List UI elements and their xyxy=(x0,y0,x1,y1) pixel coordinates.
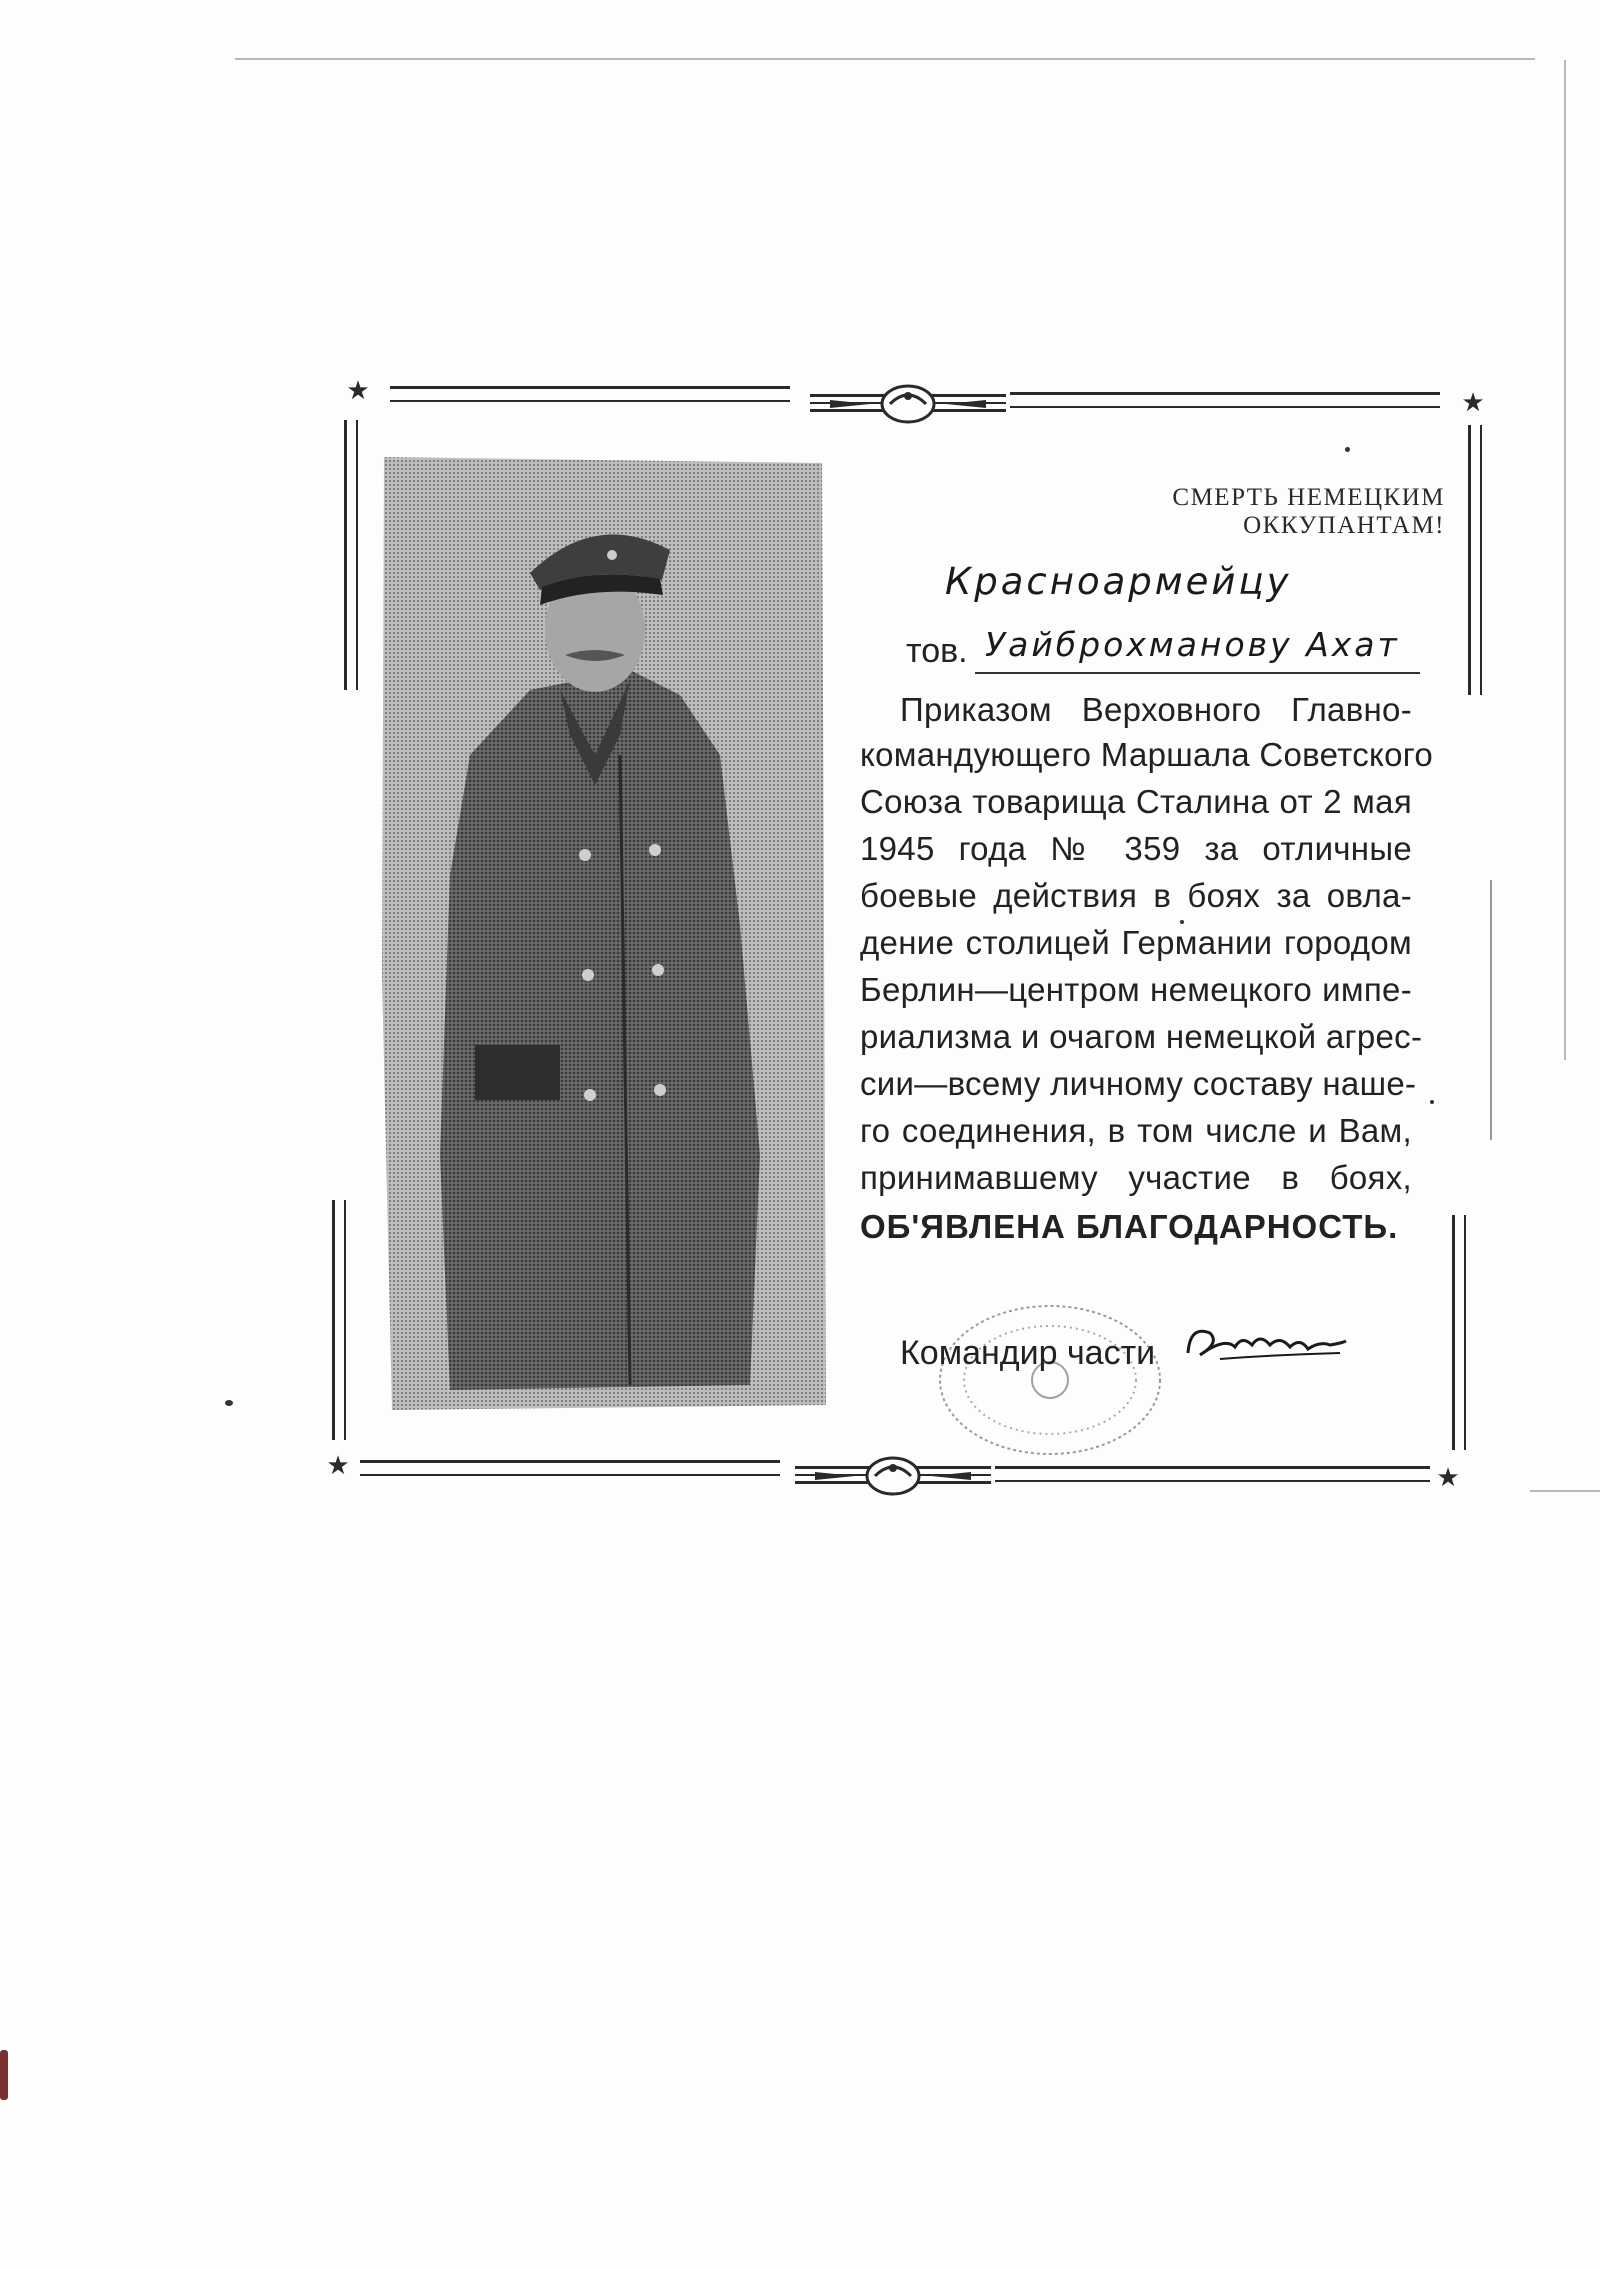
body-line: Берлин—центром немецкого импе- xyxy=(860,971,1412,1008)
body-line: боевые действия в боях за овла- xyxy=(860,877,1412,914)
body-line: 1945 года № 359 за отличные xyxy=(860,830,1412,867)
frame-top-line-left xyxy=(390,386,790,389)
body-line: дение столицей Германии городом xyxy=(860,924,1412,961)
scan-edge-mid-right xyxy=(1490,880,1492,1140)
tov-label: тов. xyxy=(906,632,968,670)
scan-edge-top xyxy=(235,58,1535,60)
frame-left-line-top-2 xyxy=(356,420,358,690)
winged-emblem-icon xyxy=(810,380,1006,430)
body-line: сии—всему личному составу наше- xyxy=(860,1065,1417,1102)
body-line: Приказом Верховного Главно- xyxy=(900,691,1412,728)
frame-right-line-top xyxy=(1468,425,1471,695)
frame-bottom-line-right-2 xyxy=(995,1480,1430,1482)
slogan-heading: СМЕРТЬ НЕМЕЦКИМ ОККУПАНТАМ! xyxy=(1172,484,1445,539)
round-seal-icon xyxy=(930,1300,1170,1460)
frame-bottom-line-left-2 xyxy=(360,1474,780,1476)
recipient-rank-handwritten: Красноармейцу xyxy=(945,560,1292,603)
star-icon: ★ xyxy=(326,1451,350,1481)
scan-speck xyxy=(225,1400,233,1406)
body-line: командующего Маршала Советского xyxy=(860,736,1434,773)
name-underline xyxy=(975,672,1420,674)
frame-left-line-top xyxy=(344,420,347,690)
star-icon: ★ xyxy=(1436,1463,1460,1493)
frame-left-line-bottom xyxy=(332,1200,335,1440)
star-icon: ★ xyxy=(346,376,370,406)
scan-edge-right xyxy=(1564,60,1566,1060)
scan-speck xyxy=(1180,920,1184,924)
star-icon: ★ xyxy=(1461,388,1485,418)
frame-bottom-line-left xyxy=(360,1460,780,1463)
frame-top-line-left-2 xyxy=(390,400,790,402)
body-line: риализма и очагом немецкой агрес- xyxy=(860,1018,1423,1055)
body-line: Союза товарища Сталина от 2 мая xyxy=(860,783,1412,820)
scan-speck xyxy=(1345,447,1350,452)
frame-top-line-right-2 xyxy=(1010,406,1440,408)
scan-speck xyxy=(0,2050,8,2100)
scan-speck xyxy=(1430,1100,1434,1104)
body-line: го соединения, в том числе и Вам, xyxy=(860,1112,1412,1149)
portrait-photo xyxy=(380,455,830,1415)
scan-edge-bottom-right xyxy=(1530,1490,1600,1492)
frame-bottom-line-right xyxy=(995,1466,1430,1469)
frame-right-line-bottom xyxy=(1452,1215,1455,1450)
frame-top-line-right xyxy=(1010,392,1440,395)
frame-left-line-bottom-2 xyxy=(344,1200,346,1440)
frame-right-line-top-2 xyxy=(1480,425,1482,695)
recipient-name-handwritten: Уайброхманову Ахат xyxy=(985,625,1400,664)
signature-icon xyxy=(1180,1315,1350,1375)
frame-right-line-bottom-2 xyxy=(1464,1215,1466,1450)
announcement-text: ОБ'ЯВЛЕНА БЛАГОДАРНОСТЬ. xyxy=(860,1208,1399,1245)
commander-label: Командир части xyxy=(900,1334,1156,1372)
body-line: принимавшему участие в боях, xyxy=(860,1159,1412,1196)
